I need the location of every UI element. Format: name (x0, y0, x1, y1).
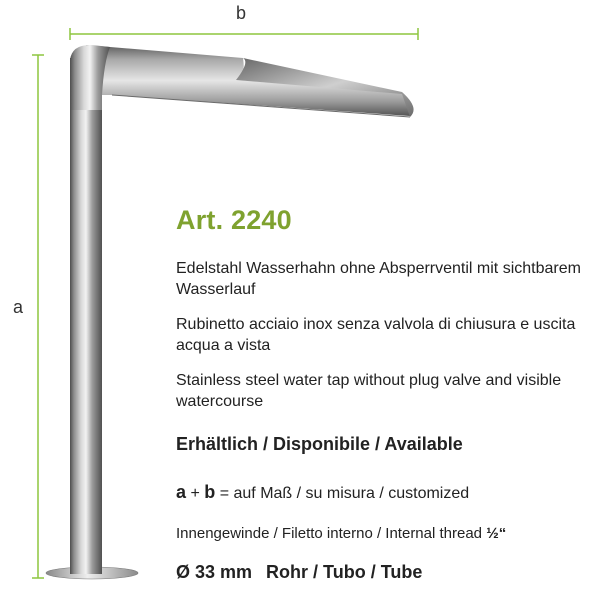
custom-a: a (176, 482, 187, 502)
thread-text: Innengewinde / Filetto interno / Internal thread (176, 525, 483, 542)
custom-size-note (176, 482, 469, 503)
tube-material: Rohr / Tubo / Tube (266, 562, 423, 582)
description-italian: Rubinetto acciaio inox senza valvola di chiusura e uscita acqua a vista (176, 316, 576, 354)
tube-spec (176, 562, 422, 583)
dimension-b-label: b (236, 3, 247, 23)
availability-heading: Erhältlich / Disponibile / Available (176, 434, 463, 454)
custom-plus: + (190, 485, 200, 502)
custom-text: = auf Maß / su misura / customized (219, 485, 470, 502)
custom-b: b (204, 482, 216, 502)
description-english: Stainless steel water tap without plug valve and visible watercourse (176, 372, 562, 410)
description-german: Edelstahl Wasserhahn ohne Absperrventil mit sichtbarem Wasserlauf (176, 260, 581, 298)
vertical-pipe (70, 58, 102, 574)
article-title: Art. 2240 (176, 205, 292, 235)
tube-diameter: Ø 33 mm (176, 562, 253, 582)
thread-size: ½“ (486, 525, 507, 542)
thread-note (176, 525, 506, 542)
dimension-a-label: a (13, 297, 24, 317)
